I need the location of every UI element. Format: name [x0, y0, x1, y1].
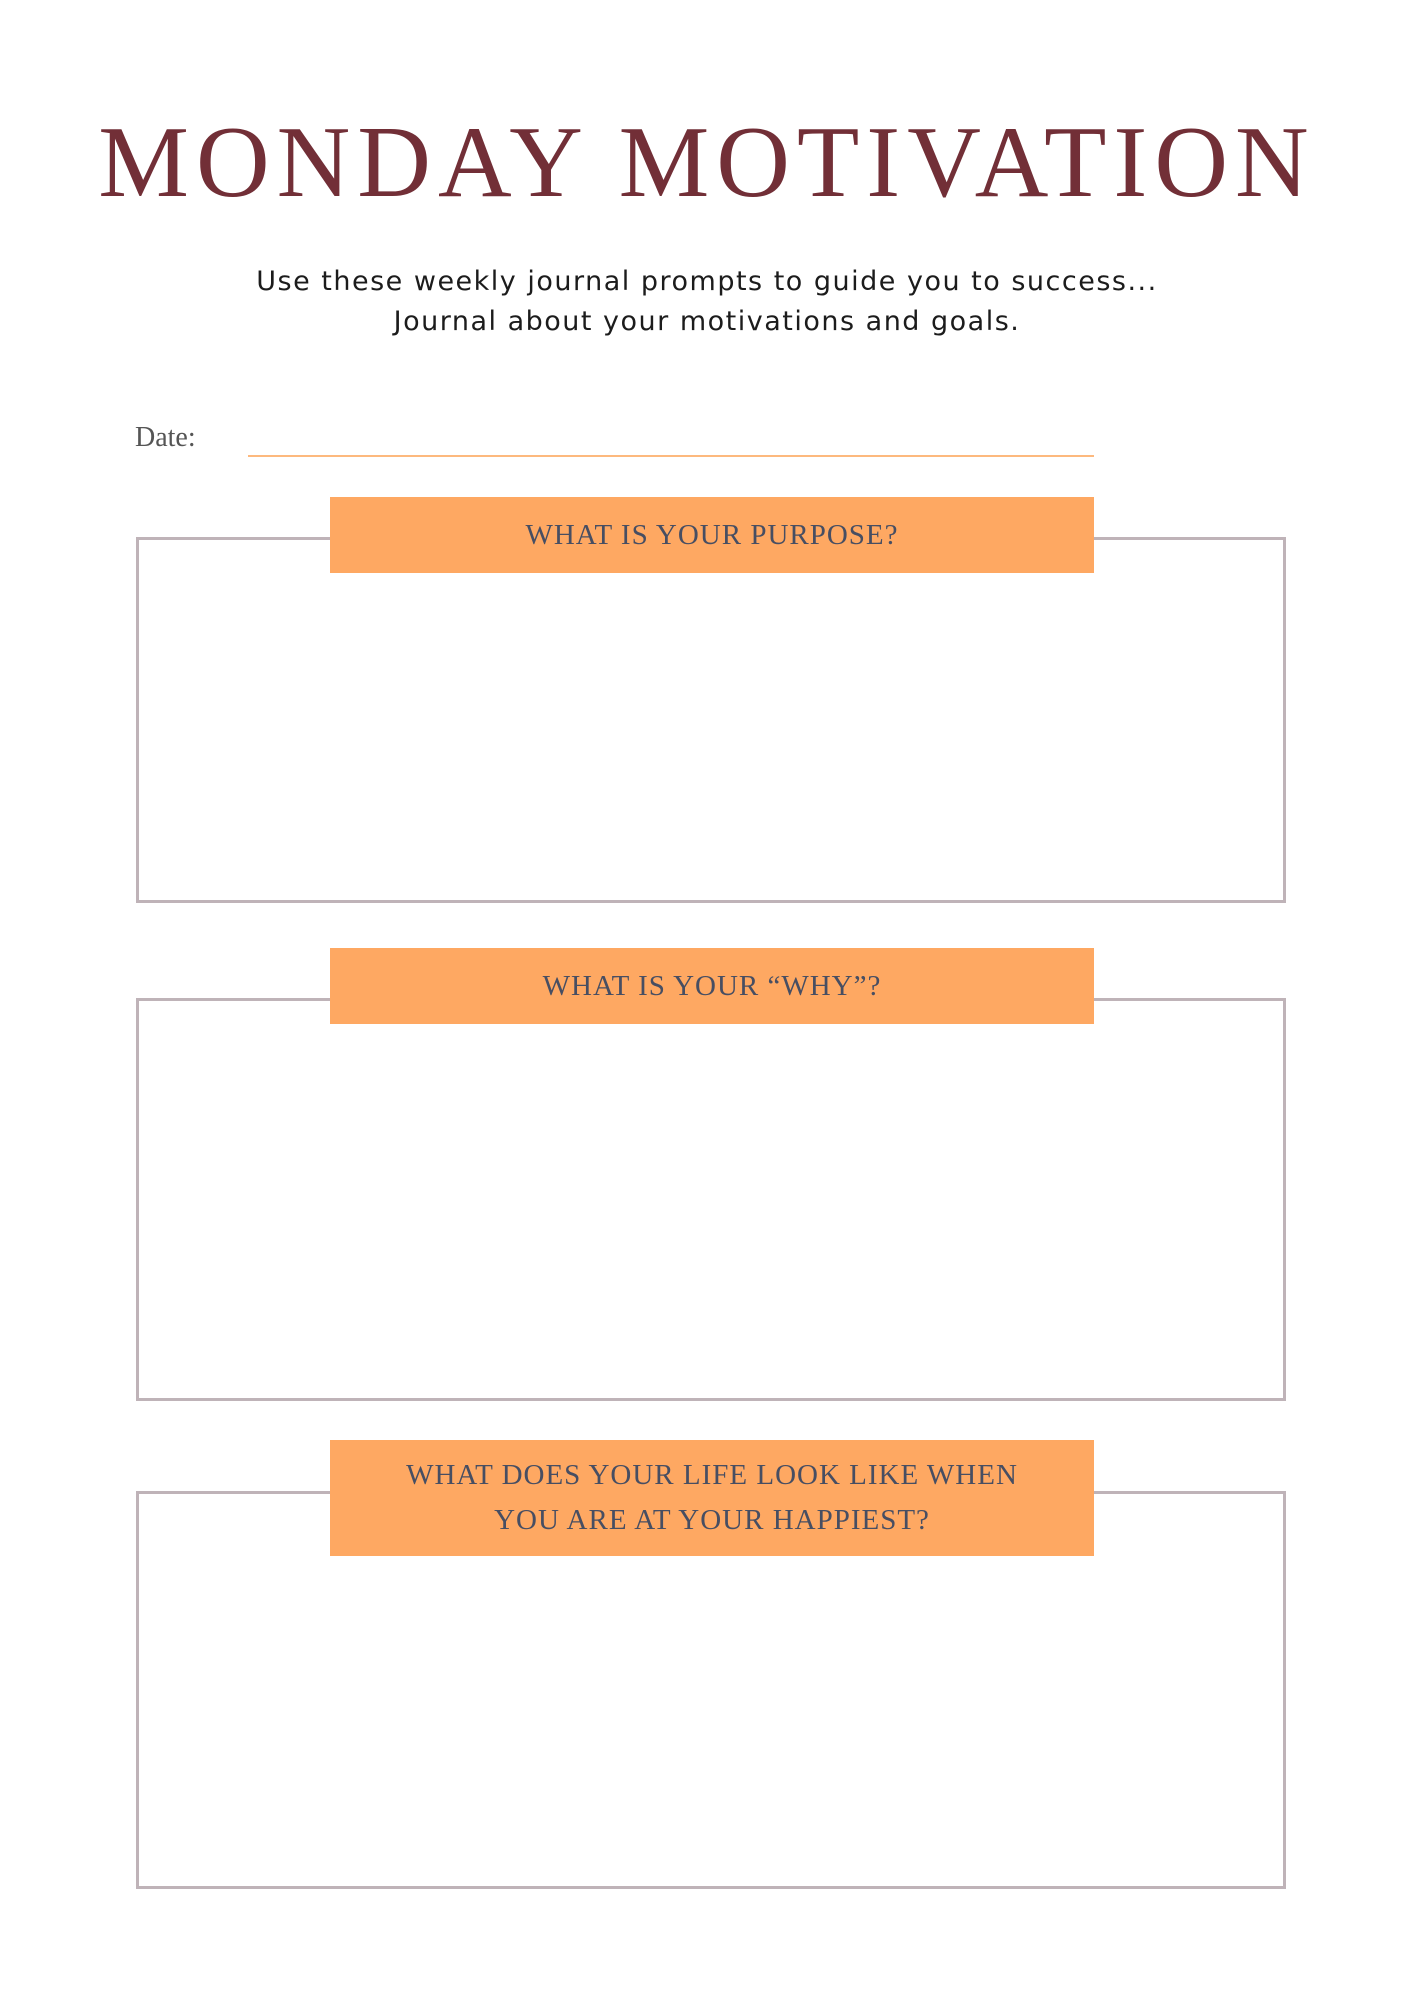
subtitle-line-2: Journal about your motivations and goals. [393, 306, 1021, 337]
page-title: MONDAY MOTIVATION [98, 106, 1316, 219]
page-subtitle [0, 262, 1414, 342]
subtitle-line-1: Use these weekly journal prompts to guide you to success... [256, 266, 1158, 297]
why-prompt-label: WHAT IS YOUR “WHY”? [330, 948, 1094, 1024]
why-response-box[interactable] [136, 998, 1286, 1401]
date-label: Date: [135, 422, 196, 453]
purpose-response-box[interactable] [136, 537, 1286, 903]
purpose-prompt-label: WHAT IS YOUR PURPOSE? [330, 497, 1094, 573]
happiest-prompt-label: WHAT DOES YOUR LIFE LOOK LIKE WHEN YOU ARE AT YOUR HAPPIEST? [330, 1440, 1094, 1556]
date-input-line[interactable] [248, 455, 1094, 457]
